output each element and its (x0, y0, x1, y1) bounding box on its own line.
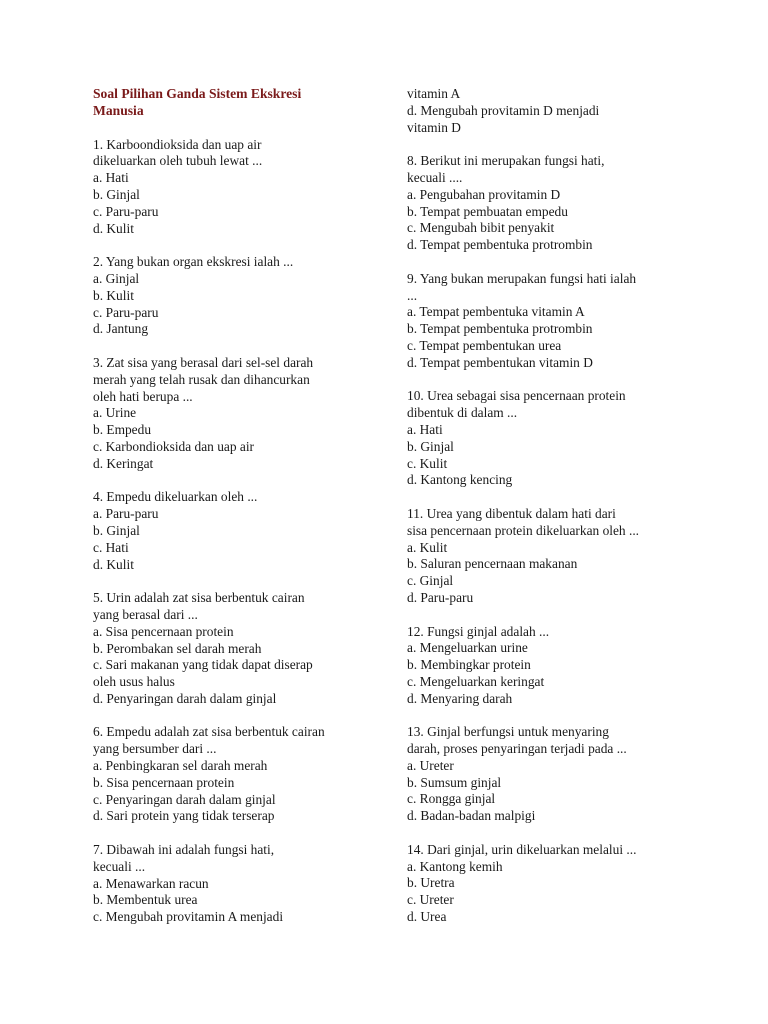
answer-option: a. Penbingkaran sel darah merah (93, 758, 268, 774)
answer-option: a. Menawarkan racun (93, 875, 209, 891)
question-text: 9. Yang bukan merupakan fungsi hati ialah (407, 270, 637, 286)
answer-option: b. Empedu (93, 422, 152, 438)
right-question-list (407, 153, 697, 926)
answer-option: b. Tempat pembentuka protrombin (407, 321, 593, 337)
question-text: merah yang telah rusak dan dihancurkan (93, 371, 310, 387)
answer-option: b. Membingkar protein (407, 657, 531, 673)
answer-option: b. Ginjal (93, 522, 140, 538)
question-text: 7. Dibawah ini adalah fungsi hati, (93, 842, 275, 858)
answer-option: c. Rongga ginjal (407, 791, 496, 807)
question-block (407, 624, 697, 708)
question-text: kecuali ... (93, 858, 146, 874)
answer-option: a. Urine (93, 405, 137, 421)
title-line: Manusia (93, 102, 144, 118)
continued-text: d. Mengubah provitamin D menjadi (407, 102, 600, 118)
answer-option: d. Urea (407, 909, 447, 925)
answer-option: a. Pengubahan provitamin D (407, 186, 561, 202)
answer-option: d. Jantung (93, 321, 149, 337)
question-block (407, 842, 697, 926)
question-block (407, 388, 697, 489)
answer-option: c. Ureter (407, 892, 454, 908)
answer-option: b. Uretra (407, 875, 455, 891)
answer-option: a. Mengeluarkan urine (407, 640, 528, 656)
answer-option: a. Kantong kemih (407, 858, 503, 874)
answer-option: oleh usus halus (93, 674, 175, 690)
question-text: sisa pencernaan protein dikeluarkan oleh ... (407, 522, 640, 538)
answer-option: b. Sisa pencernaan protein (93, 774, 235, 790)
answer-option: d. Paru-paru (407, 589, 474, 605)
answer-option: a. Kulit (407, 539, 448, 555)
right-column (407, 86, 697, 943)
question-text: 5. Urin adalah zat sisa berbentuk cairan (93, 590, 305, 606)
answer-option: b. Tempat pembuatan empedu (407, 203, 568, 219)
answer-option: a. Ginjal (93, 270, 140, 286)
question-text: ... (407, 287, 418, 303)
question-text: dikeluarkan oleh tubuh lewat ... (93, 153, 263, 169)
question-block (93, 489, 383, 573)
question-text: dibentuk di dalam ... (407, 405, 518, 421)
answer-option: b. Saluran pencernaan makanan (407, 556, 578, 572)
question-text: yang bersumber dari ... (93, 741, 217, 757)
question-text: 13. Ginjal berfungsi untuk menyaring (407, 724, 609, 740)
question-text: 14. Dari ginjal, urin dikeluarkan melalui ... (407, 841, 637, 857)
answer-option: a. Paru-paru (93, 506, 159, 522)
answer-option: c. Mengeluarkan keringat (407, 673, 545, 689)
continued-text: vitamin A (407, 86, 461, 101)
answer-option: b. Perombakan sel darah merah (93, 640, 262, 656)
question-text: kecuali .... (407, 169, 463, 185)
question-text: yang berasal dari ... (93, 606, 198, 622)
question-block (93, 842, 383, 926)
answer-option: b. Membentuk urea (93, 892, 198, 908)
question-block (93, 590, 383, 708)
answer-option: d. Kulit (93, 220, 134, 236)
question-block (93, 355, 383, 473)
question-block (407, 271, 697, 372)
question-block (93, 254, 383, 338)
answer-option: c. Hati (93, 539, 129, 555)
question-text: 12. Fungsi ginjal adalah ... (407, 623, 550, 639)
answer-option: c. Penyaringan darah dalam ginjal (93, 791, 276, 807)
question-block (407, 153, 697, 254)
answer-option: c. Tempat pembentukan urea (407, 337, 562, 353)
question-block (407, 724, 697, 825)
answer-option: a. Hati (407, 421, 443, 437)
question-block (407, 506, 697, 607)
answer-option: b. Ginjal (93, 186, 140, 202)
question-text: oleh hati berupa ... (93, 388, 193, 404)
answer-option: c. Mengubah provitamin A menjadi (93, 909, 284, 925)
answer-option: d. Sari protein yang tidak terserap (93, 808, 275, 824)
question-text: 1. Karboondioksida dan uap air (93, 136, 262, 152)
answer-option: c. Paru-paru (93, 304, 159, 320)
answer-option: a. Sisa pencernaan protein (93, 623, 234, 639)
question-text: 11. Urea yang dibentuk dalam hati dari (407, 505, 616, 521)
answer-option: c. Kulit (407, 455, 448, 471)
answer-option: d. Menyaring darah (407, 690, 513, 706)
question-text: 4. Empedu dikeluarkan oleh ... (93, 489, 258, 505)
continued-question (407, 86, 697, 136)
answer-option: a. Tempat pembentuka vitamin A (407, 304, 585, 320)
answer-option: d. Kantong kencing (407, 472, 513, 488)
question-text: 10. Urea sebagai sisa pencernaan protein (407, 388, 626, 404)
title-line: Soal Pilihan Ganda Sistem Ekskresi (93, 86, 302, 101)
answer-option: c. Sari makanan yang tidak dapat diserap (93, 657, 313, 673)
answer-option: d. Kulit (93, 556, 134, 572)
answer-option: c. Karbondioksida dan uap air (93, 438, 255, 454)
question-text: 3. Zat sisa yang berasal dari sel-sel darah (93, 354, 314, 370)
answer-option: b. Kulit (93, 287, 134, 303)
answer-option: d. Badan-badan malpigi (407, 808, 536, 824)
question-block (93, 137, 383, 238)
answer-option: a. Ureter (407, 757, 454, 773)
answer-option: b. Ginjal (407, 438, 454, 454)
left-column (93, 86, 383, 943)
answer-option: c. Ginjal (407, 573, 454, 589)
continued-text: vitamin D (407, 119, 461, 135)
answer-option: d. Penyaringan darah dalam ginjal (93, 690, 277, 706)
document-title (93, 86, 383, 120)
answer-option: a. Hati (93, 170, 129, 186)
answer-option: b. Sumsum ginjal (407, 774, 502, 790)
answer-option: c. Mengubah bibit penyakit (407, 220, 555, 236)
question-block (93, 724, 383, 825)
question-text: 2. Yang bukan organ ekskresi ialah ... (93, 254, 294, 270)
answer-option: d. Tempat pembentukan vitamin D (407, 354, 593, 370)
answer-option: c. Paru-paru (93, 203, 159, 219)
question-text: 6. Empedu adalah zat sisa berbentuk cairan (93, 724, 325, 740)
left-question-list (93, 137, 383, 926)
question-text: 8. Berikut ini merupakan fungsi hati, (407, 153, 605, 169)
question-text: darah, proses penyaringan terjadi pada ... (407, 741, 627, 757)
answer-option: d. Tempat pembentuka protrombin (407, 237, 593, 253)
answer-option: d. Keringat (93, 455, 154, 471)
